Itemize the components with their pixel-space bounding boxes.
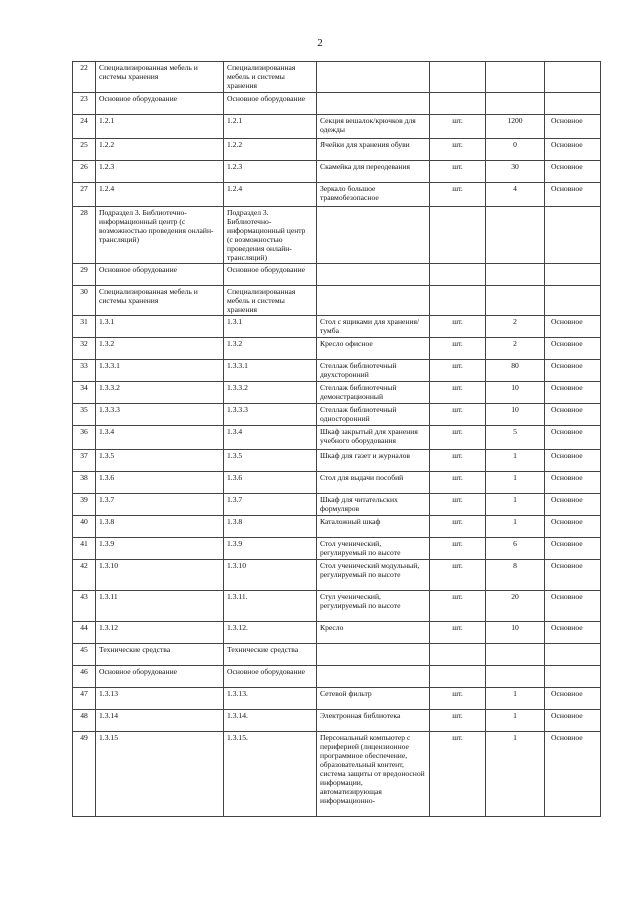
cell-item: Стул ученический, регулируемый по высоте <box>317 591 430 622</box>
cell-item <box>317 264 430 286</box>
table-row <box>73 472 601 494</box>
cell-row-number: 39 <box>73 494 96 516</box>
cell-quantity <box>486 264 545 286</box>
cell-type: Основное <box>545 538 601 560</box>
table-row <box>73 382 601 404</box>
cell-type: Основное <box>545 426 601 450</box>
cell-name: Основное оборудование <box>224 93 317 115</box>
table-row <box>73 688 601 710</box>
cell-code: 1.3.3.2 <box>96 382 224 404</box>
cell-item: Зеркало большое травмобезопасное <box>317 183 430 207</box>
cell-item: Стеллаж библиотечный демонстрационный <box>317 382 430 404</box>
cell-row-number: 30 <box>73 286 96 316</box>
cell-unit: шт. <box>430 732 486 817</box>
cell-unit: шт. <box>430 688 486 710</box>
cell-row-number: 41 <box>73 538 96 560</box>
cell-name: Основное оборудование <box>224 264 317 286</box>
cell-code: 1.3.3.1 <box>96 360 224 382</box>
table-row <box>73 360 601 382</box>
cell-row-number: 32 <box>73 338 96 360</box>
cell-name: 1.3.8 <box>224 516 317 538</box>
cell-row-number: 36 <box>73 426 96 450</box>
cell-unit: шт. <box>430 139 486 161</box>
table-row <box>73 338 601 360</box>
cell-name: 1.2.2 <box>224 139 317 161</box>
cell-item: Секция вешалок/крючков для одежды <box>317 115 430 139</box>
table-row <box>73 139 601 161</box>
cell-code: 1.3.1 <box>96 316 224 338</box>
cell-type <box>545 644 601 666</box>
cell-name: 1.2.1 <box>224 115 317 139</box>
cell-item: Шкаф для газет и журналов <box>317 450 430 472</box>
cell-quantity <box>486 644 545 666</box>
cell-code: 1.3.14 <box>96 710 224 732</box>
cell-unit: шт. <box>430 622 486 644</box>
cell-code: 1.3.7 <box>96 494 224 516</box>
cell-item <box>317 207 430 264</box>
cell-quantity: 10 <box>486 622 545 644</box>
table-row <box>73 622 601 644</box>
table-row <box>73 538 601 560</box>
cell-item: Стол ученический модульный, регулируемый по высоте <box>317 560 430 591</box>
cell-type: Основное <box>545 516 601 538</box>
cell-item: Стеллаж библиотечный односторонний <box>317 404 430 426</box>
table-row <box>73 207 601 264</box>
cell-item: Скамейка для переодевания <box>317 161 430 183</box>
cell-code: 1.3.5 <box>96 450 224 472</box>
cell-type: Основное <box>545 622 601 644</box>
cell-item: Ячейки для хранения обуви <box>317 139 430 161</box>
cell-item: Стол для выдачи пособий <box>317 472 430 494</box>
cell-code: 1.3.8 <box>96 516 224 538</box>
table-row <box>73 62 601 93</box>
cell-quantity <box>486 93 545 115</box>
cell-code: 1.3.13 <box>96 688 224 710</box>
cell-type: Основное <box>545 591 601 622</box>
cell-item: Каталожный шкаф <box>317 516 430 538</box>
cell-unit: шт. <box>430 338 486 360</box>
cell-quantity: 10 <box>486 404 545 426</box>
cell-name: 1.3.6 <box>224 472 317 494</box>
cell-code: 1.3.10 <box>96 560 224 591</box>
cell-quantity: 6 <box>486 538 545 560</box>
table-row <box>73 183 601 207</box>
cell-unit: шт. <box>430 516 486 538</box>
cell-quantity: 1 <box>486 516 545 538</box>
cell-quantity: 1200 <box>486 115 545 139</box>
cell-row-number: 38 <box>73 472 96 494</box>
cell-item: Кресло <box>317 622 430 644</box>
cell-name: Специализированная мебель и системы хранения <box>224 286 317 316</box>
cell-type: Основное <box>545 494 601 516</box>
cell-row-number: 44 <box>73 622 96 644</box>
cell-quantity <box>486 207 545 264</box>
cell-name: 1.3.15. <box>224 732 317 817</box>
cell-name: 1.3.2 <box>224 338 317 360</box>
table-row <box>73 644 601 666</box>
cell-unit: шт. <box>430 316 486 338</box>
cell-type: Основное <box>545 472 601 494</box>
table-row <box>73 161 601 183</box>
cell-item: Стол ученический, регулируемый по высоте <box>317 538 430 560</box>
cell-row-number: 25 <box>73 139 96 161</box>
cell-item: Электронная библиотека <box>317 710 430 732</box>
cell-type: Основное <box>545 338 601 360</box>
cell-item <box>317 286 430 316</box>
cell-row-number: 35 <box>73 404 96 426</box>
cell-item: Стеллаж библиотечный двухсторонний <box>317 360 430 382</box>
cell-row-number: 40 <box>73 516 96 538</box>
table-row <box>73 404 601 426</box>
cell-row-number: 42 <box>73 560 96 591</box>
cell-quantity: 30 <box>486 161 545 183</box>
cell-code: 1.2.4 <box>96 183 224 207</box>
cell-quantity: 1 <box>486 732 545 817</box>
cell-unit <box>430 264 486 286</box>
cell-type: Основное <box>545 360 601 382</box>
cell-item: Персональный компьютер с периферией (лицензионное программное обеспечение, образовательный контент, система защиты от вредоносной информации, автоматизирующая информационно- <box>317 732 430 817</box>
cell-type: Основное <box>545 139 601 161</box>
cell-quantity: 80 <box>486 360 545 382</box>
cell-code: 1.3.11 <box>96 591 224 622</box>
cell-type: Основное <box>545 161 601 183</box>
cell-unit <box>430 286 486 316</box>
cell-row-number: 26 <box>73 161 96 183</box>
cell-code: Технические средства <box>96 644 224 666</box>
cell-quantity: 8 <box>486 560 545 591</box>
cell-name: 1.3.13. <box>224 688 317 710</box>
cell-unit: шт. <box>430 494 486 516</box>
cell-name: 1.3.3.1 <box>224 360 317 382</box>
cell-name: Специализированная мебель и системы хранения <box>224 62 317 93</box>
cell-type: Основное <box>545 404 601 426</box>
cell-unit: шт. <box>430 426 486 450</box>
cell-row-number: 29 <box>73 264 96 286</box>
table-row <box>73 316 601 338</box>
cell-code: 1.3.6 <box>96 472 224 494</box>
cell-quantity: 20 <box>486 591 545 622</box>
cell-code: Основное оборудование <box>96 264 224 286</box>
cell-quantity: 4 <box>486 183 545 207</box>
table-row <box>73 732 601 817</box>
cell-item: Шкаф закрытый для хранения учебного оборудования <box>317 426 430 450</box>
cell-code: Специализированная мебель и системы хранения <box>96 286 224 316</box>
cell-unit <box>430 207 486 264</box>
cell-name: 1.3.10 <box>224 560 317 591</box>
table-row <box>73 93 601 115</box>
cell-item <box>317 93 430 115</box>
table-row <box>73 264 601 286</box>
cell-type: Основное <box>545 115 601 139</box>
cell-type <box>545 286 601 316</box>
cell-row-number: 28 <box>73 207 96 264</box>
cell-quantity: 2 <box>486 338 545 360</box>
cell-type <box>545 93 601 115</box>
cell-unit <box>430 644 486 666</box>
cell-quantity <box>486 666 545 688</box>
cell-quantity <box>486 62 545 93</box>
cell-name: 1.3.9 <box>224 538 317 560</box>
cell-item <box>317 644 430 666</box>
cell-quantity: 2 <box>486 316 545 338</box>
cell-code: 1.2.2 <box>96 139 224 161</box>
cell-type: Основное <box>545 450 601 472</box>
cell-unit: шт. <box>430 538 486 560</box>
cell-type <box>545 666 601 688</box>
cell-code: Подраздел 3. Библиотечно-информационный центр (с возможностью проведения онлайн-трансляций) <box>96 207 224 264</box>
cell-row-number: 27 <box>73 183 96 207</box>
cell-item: Стол с ящиками для хранения/тумба <box>317 316 430 338</box>
cell-type <box>545 264 601 286</box>
cell-quantity: 1 <box>486 450 545 472</box>
cell-quantity: 0 <box>486 139 545 161</box>
cell-type: Основное <box>545 183 601 207</box>
cell-name: 1.3.12. <box>224 622 317 644</box>
cell-name: Основное оборудование <box>224 666 317 688</box>
cell-code: 1.3.9 <box>96 538 224 560</box>
cell-type: Основное <box>545 560 601 591</box>
table-row <box>73 666 601 688</box>
cell-type: Основное <box>545 382 601 404</box>
cell-unit <box>430 62 486 93</box>
cell-quantity: 5 <box>486 426 545 450</box>
cell-unit <box>430 93 486 115</box>
cell-row-number: 47 <box>73 688 96 710</box>
cell-code: 1.2.3 <box>96 161 224 183</box>
cell-item: Шкаф для читательских формуляров <box>317 494 430 516</box>
cell-row-number: 45 <box>73 644 96 666</box>
cell-name: Технические средства <box>224 644 317 666</box>
cell-name: 1.3.14. <box>224 710 317 732</box>
cell-code: 1.3.2 <box>96 338 224 360</box>
cell-item <box>317 666 430 688</box>
cell-row-number: 24 <box>73 115 96 139</box>
cell-code: Основное оборудование <box>96 93 224 115</box>
cell-unit: шт. <box>430 382 486 404</box>
cell-name: 1.3.3.3 <box>224 404 317 426</box>
cell-name: 1.3.7 <box>224 494 317 516</box>
cell-unit <box>430 666 486 688</box>
cell-name: 1.3.3.2 <box>224 382 317 404</box>
cell-row-number: 31 <box>73 316 96 338</box>
cell-item <box>317 62 430 93</box>
cell-name: 1.3.4 <box>224 426 317 450</box>
table-row <box>73 426 601 450</box>
cell-quantity: 1 <box>486 494 545 516</box>
cell-unit: шт. <box>430 591 486 622</box>
cell-row-number: 43 <box>73 591 96 622</box>
table-row <box>73 115 601 139</box>
cell-row-number: 49 <box>73 732 96 817</box>
cell-code: 1.3.15 <box>96 732 224 817</box>
cell-type: Основное <box>545 710 601 732</box>
cell-code: 1.3.3.3 <box>96 404 224 426</box>
cell-row-number: 23 <box>73 93 96 115</box>
cell-unit: шт. <box>430 560 486 591</box>
cell-quantity: 10 <box>486 382 545 404</box>
cell-type: Основное <box>545 732 601 817</box>
cell-unit: шт. <box>430 183 486 207</box>
cell-name: 1.3.1 <box>224 316 317 338</box>
cell-quantity: 1 <box>486 710 545 732</box>
cell-name: 1.3.11. <box>224 591 317 622</box>
table-row <box>73 516 601 538</box>
cell-type: Основное <box>545 316 601 338</box>
cell-code: Основное оборудование <box>96 666 224 688</box>
page-number: 2 <box>317 37 323 49</box>
table-row <box>73 710 601 732</box>
cell-quantity <box>486 286 545 316</box>
cell-code: 1.3.12 <box>96 622 224 644</box>
cell-row-number: 37 <box>73 450 96 472</box>
cell-type <box>545 207 601 264</box>
cell-unit: шт. <box>430 115 486 139</box>
cell-name: 1.2.4 <box>224 183 317 207</box>
cell-name: 1.2.3 <box>224 161 317 183</box>
cell-type <box>545 62 601 93</box>
table-row <box>73 494 601 516</box>
table-row <box>73 560 601 591</box>
cell-row-number: 22 <box>73 62 96 93</box>
cell-code: 1.3.4 <box>96 426 224 450</box>
cell-name: 1.3.5 <box>224 450 317 472</box>
cell-unit: шт. <box>430 710 486 732</box>
cell-code: 1.2.1 <box>96 115 224 139</box>
equipment-table <box>72 61 601 817</box>
cell-unit: шт. <box>430 404 486 426</box>
cell-type: Основное <box>545 688 601 710</box>
cell-unit: шт. <box>430 161 486 183</box>
cell-code: Специализированная мебель и системы хранения <box>96 62 224 93</box>
cell-unit: шт. <box>430 360 486 382</box>
table-row <box>73 591 601 622</box>
cell-quantity: 1 <box>486 472 545 494</box>
cell-row-number: 34 <box>73 382 96 404</box>
cell-item: Сетевой фильтр <box>317 688 430 710</box>
cell-row-number: 33 <box>73 360 96 382</box>
table-row <box>73 450 601 472</box>
cell-quantity: 1 <box>486 688 545 710</box>
cell-item: Кресло офисное <box>317 338 430 360</box>
cell-unit: шт. <box>430 450 486 472</box>
cell-unit: шт. <box>430 472 486 494</box>
cell-row-number: 48 <box>73 710 96 732</box>
cell-row-number: 46 <box>73 666 96 688</box>
cell-name: Подраздел 3. Библиотечно-информационный центр (с возможностью проведения онлайн-трансляций) <box>224 207 317 264</box>
table-row <box>73 286 601 316</box>
